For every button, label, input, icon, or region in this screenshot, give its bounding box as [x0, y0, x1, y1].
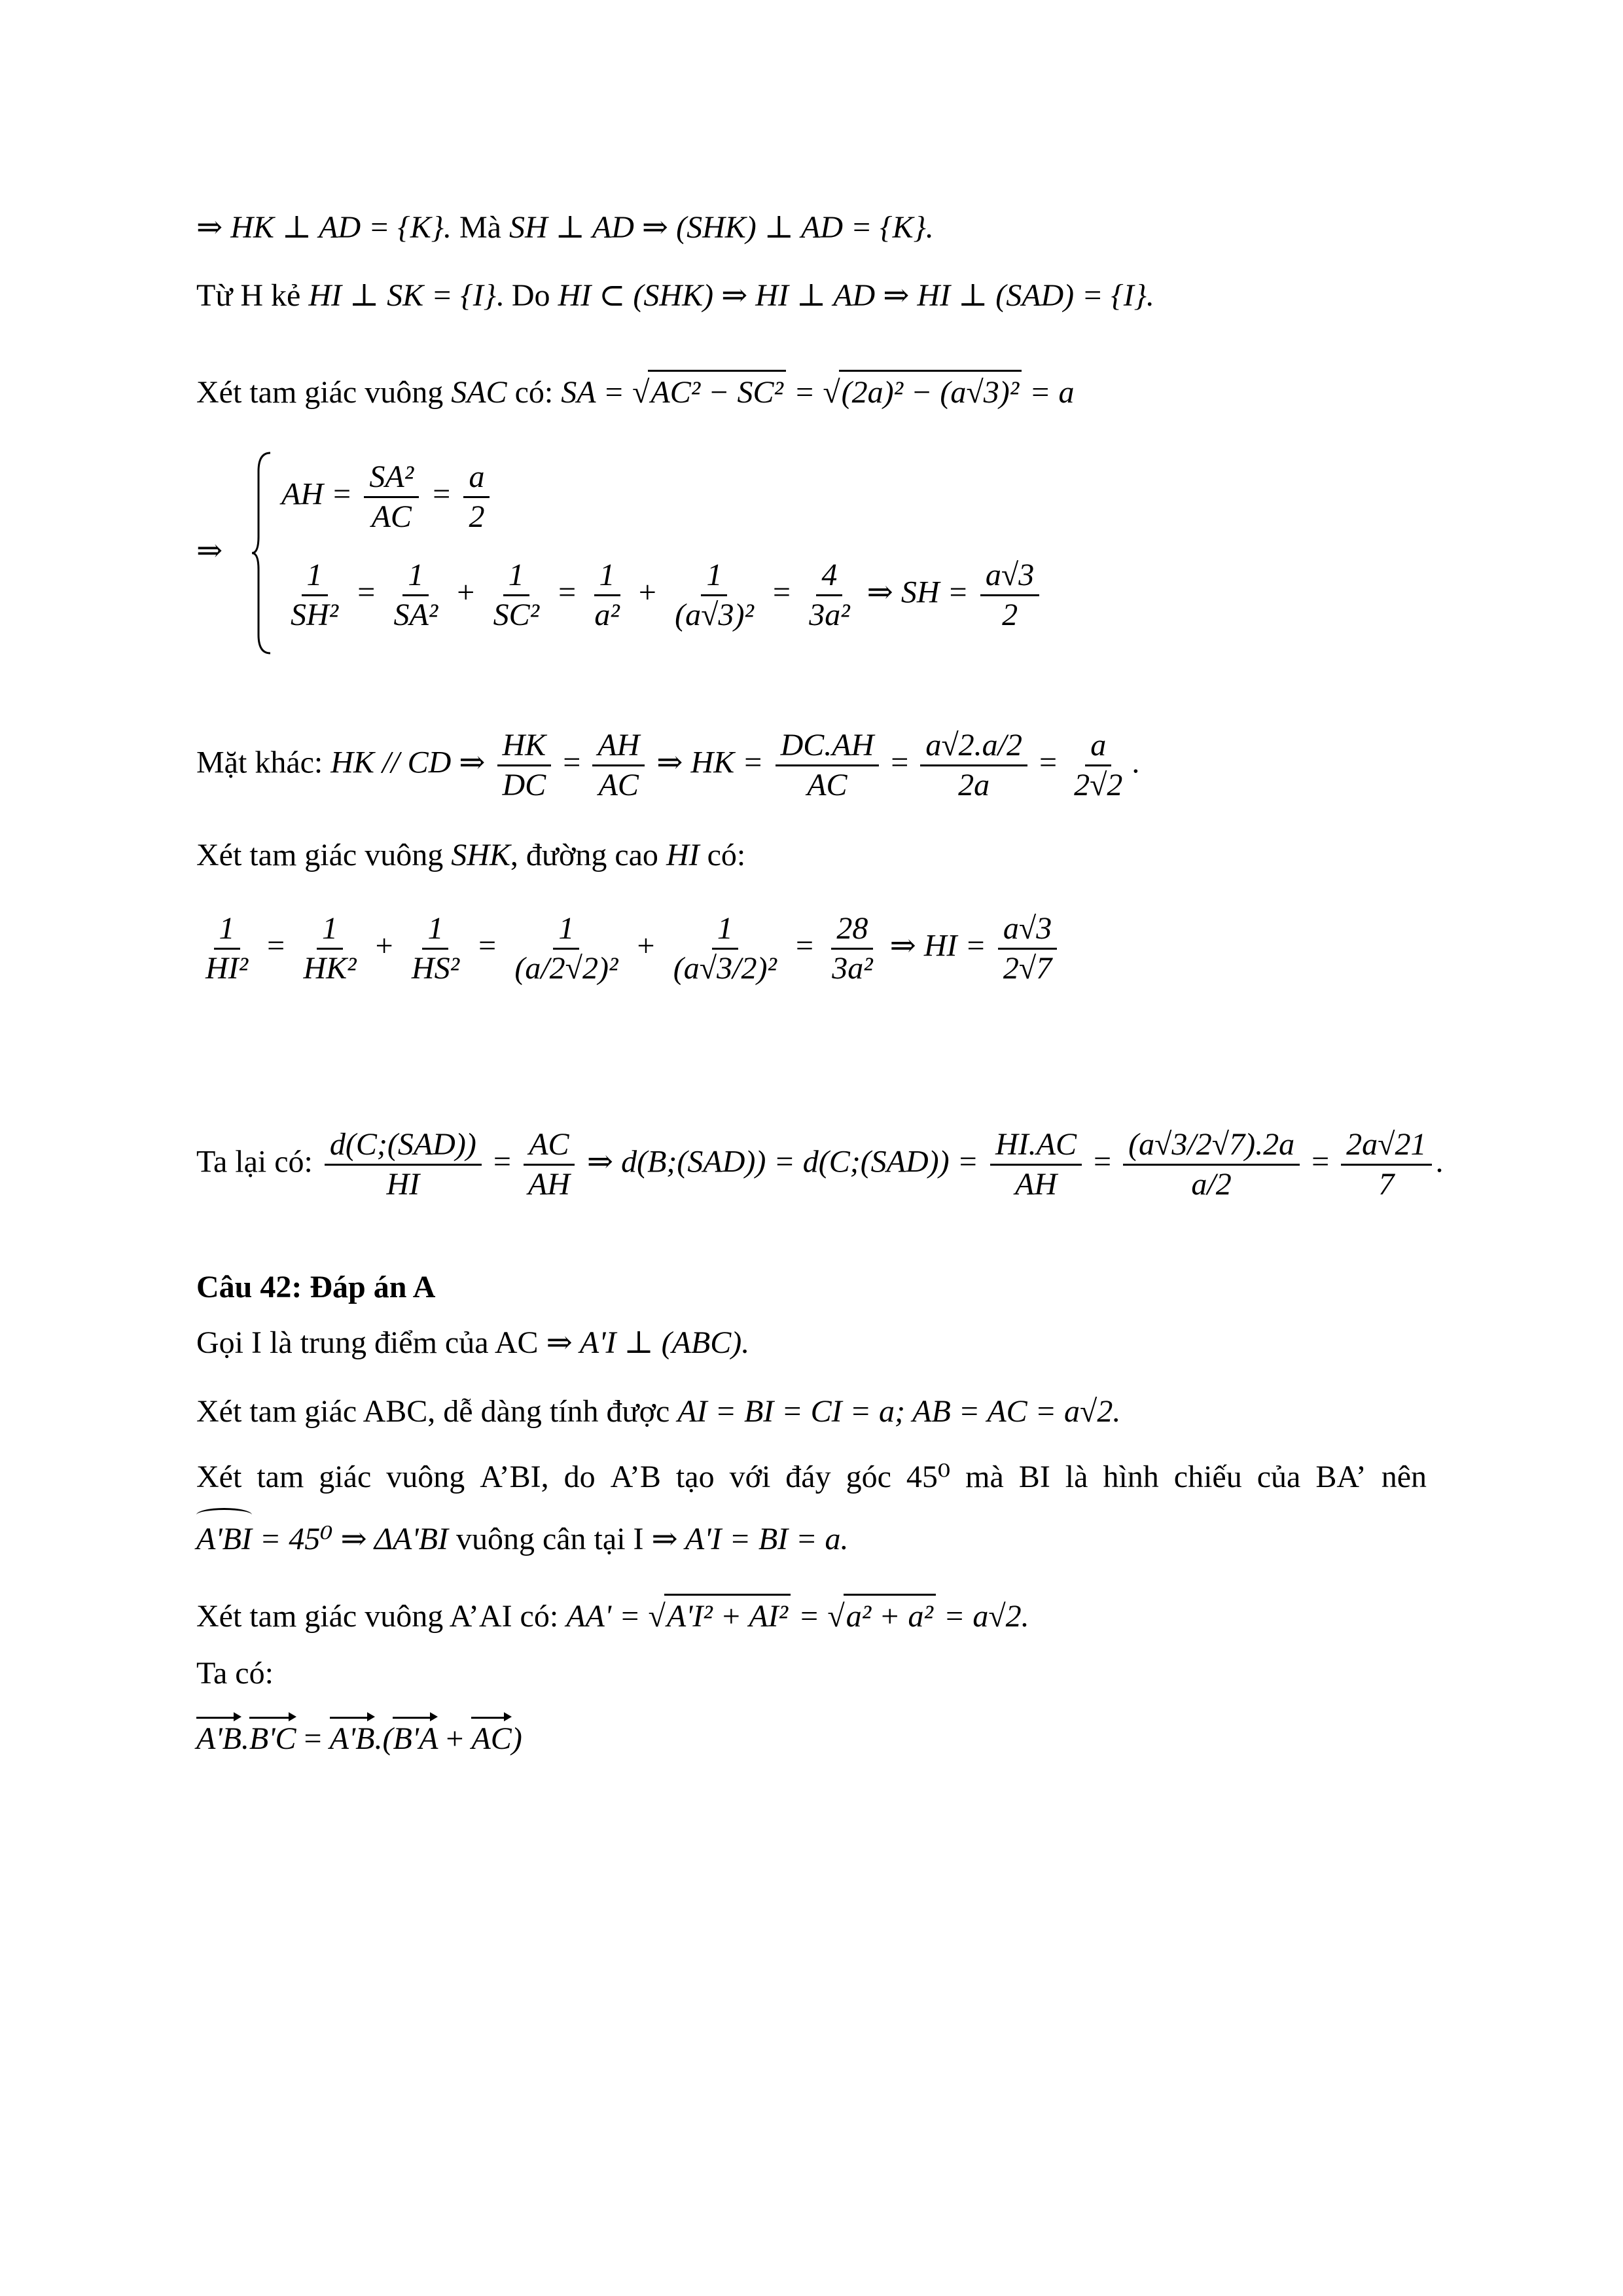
math-hk-ad: ⇒ HK ⊥ AD = {K}. — [196, 210, 452, 245]
system-row-2: $\frac{1}{\text{SH²}}$ = $\frac{1}{\text{SA²}}$ + $\frac{1}{\text{SC²}}$ = $\frac{1}{\text{a²}}$ + $\frac{1}{\text{(a√3)²}}$ = $\frac{4}{\text{3a²}}$ ⇒ SH = $\frac{a√3}{2}$ — [281, 556, 1043, 634]
left-brace — [252, 452, 272, 655]
line-goc-45: A'BI = 45⁰ ⇒ ΔA'BI vuông cân tại I ⇒ A'I = BI = a. — [196, 1518, 849, 1560]
vector-a-b: A'B — [196, 1718, 241, 1760]
vector-b-c: B'C — [249, 1718, 296, 1760]
line-shk: Xét tam giác vuông SHK, đường cao HI có: — [196, 838, 746, 872]
line-aa: Xét tam giác vuông A’AI có: AA' = √A'I² + AI² = √a² + a² = a√2. — [196, 1594, 1029, 1638]
frac-sa2-ac: $\frac{\text{SA²}}{AC}$ — [364, 458, 419, 536]
math-radicand-2: (2a)² − (a√3)² — [839, 370, 1022, 414]
system-arrow: ⇒ — [196, 533, 223, 568]
frac-a-2: $\frac{a}{2}$ — [463, 458, 490, 536]
text-xet-tam-giac: Xét tam giác vuông — [196, 375, 452, 410]
math-hi-sk: HI ⊥ SK = {I} — [308, 278, 496, 313]
line-ta-co: Ta có: — [196, 1656, 274, 1691]
text-ma: Mà — [451, 210, 509, 245]
math-sa: SA = — [561, 375, 633, 410]
text-do: . Do — [495, 278, 558, 313]
line-vector-product: A'B.B'C = A'B.(B'A + AC) — [196, 1718, 522, 1760]
line-hi-calc: $\frac{1}{\text{HI²}}$ = $\frac{1}{\text{HK²}}$ + $\frac{1}{\text{HS²}}$ = $\frac{1}{\text{(a/2√2)²}}$ + $\frac{1}{\text{(a√3/2)²}}$ = $\frac{28}{\text{3a²}}$ ⇒ HI = $\frac{a√3}{2√7}$ — [196, 910, 1061, 988]
math-hi-sad: HI ⊂ (SHK) ⇒ HI ⊥ AD ⇒ HI ⊥ (SAD) = {I}. — [558, 278, 1154, 313]
math-eq: = — [785, 375, 823, 410]
line-hk-perp-ad — [196, 207, 934, 249]
text-co: có: — [507, 375, 562, 410]
line-sac: Xét tam giác vuông SAC có: SA = √AC² − SC² = √(2a)² − (a√3)² = a — [196, 370, 1075, 414]
math-radicand-1: AC² − SC² — [648, 370, 786, 414]
line-mat-khac: Mặt khác: HK // CD ⇒ $\frac{HK}{DC}$ = $\frac{AH}{AC}$ ⇒ HK = $\frac{DC.AH}{AC}$ = $\frac{a√2.a/2}{2a}$ = $\frac{a}{2√2}$ . — [196, 728, 1140, 802]
system-row-1: AH = $\frac{\text{SA²}}{AC}$ = $\frac{a}{2}$ — [281, 458, 493, 536]
line-goi-i: Gọi I là trung điểm của AC ⇒ A'I ⊥ (ABC). — [196, 1325, 750, 1360]
text-mat-khac: Mặt khác: — [196, 745, 331, 780]
line-ta-lai-co: Ta lại có: $\frac{\text{d(C;(SAD))}}{HI}$ = $\frac{AC}{AH}$ ⇒ d(B;(SAD)) = d(C;(SAD)) = $\frac{HI.AC}{AH}$ = $\frac{(a√3/2√7).2a}{a/2}$ = $\frac{2a√21}{7}$ . — [196, 1127, 1444, 1202]
line-tu-h-ke — [196, 275, 1154, 317]
line-xet-abi: Xét tam giác vuông A’BI, do A’B tạo với đáy góc 45⁰ mà BI là hình chiếu của BA’ nên — [196, 1460, 1427, 1494]
math-result-a: = a — [1022, 375, 1075, 410]
angle-abi: A'BI — [196, 1518, 252, 1560]
math-ah: AH = — [281, 476, 361, 512]
math-shk-ad: SH ⊥ AD ⇒ (SHK) ⊥ AD = {K}. — [508, 210, 934, 245]
text-tu-h-ke: Từ H kẻ — [196, 278, 309, 313]
heading-cau-42: Câu 42: Đáp án A — [196, 1270, 436, 1304]
line-xet-abc: Xét tam giác ABC, dễ dàng tính được AI = BI = CI = a; AB = AC = a√2. — [196, 1394, 1121, 1429]
math-sac: SAC — [451, 375, 507, 410]
